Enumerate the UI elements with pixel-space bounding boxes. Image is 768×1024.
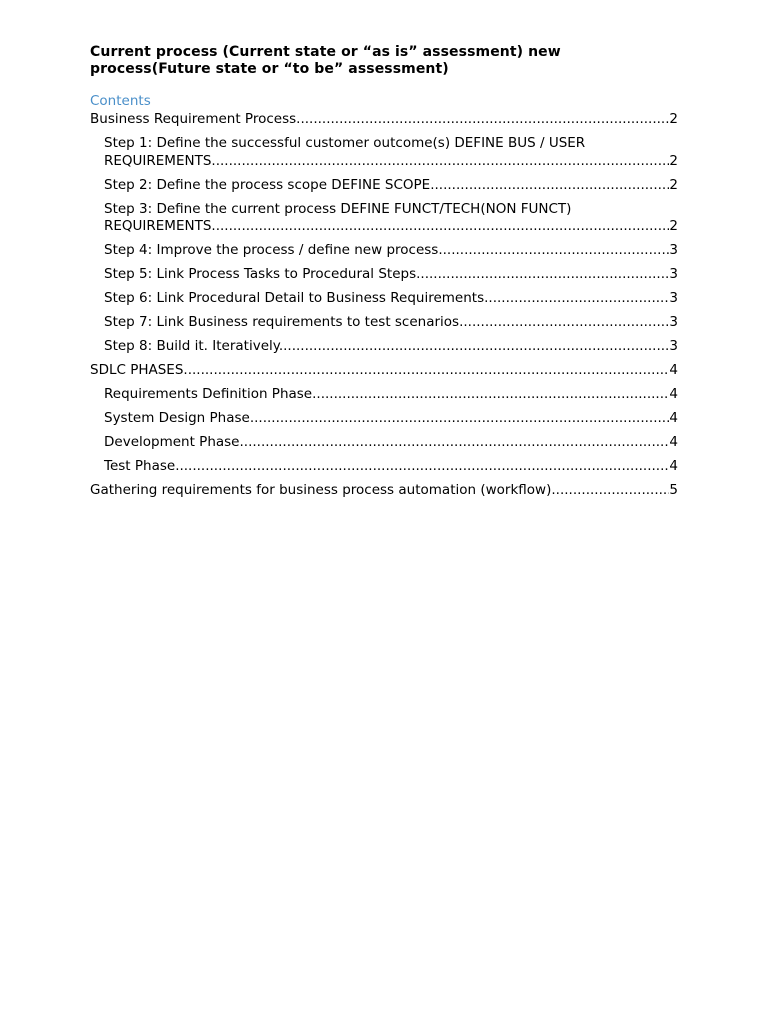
toc-dot-leader (183, 362, 669, 380)
toc-entry[interactable] (90, 111, 678, 129)
toc-page-number: 4 (669, 434, 678, 450)
toc-dot-leader (211, 153, 669, 171)
toc-page-number: 3 (669, 290, 678, 306)
document-title: Current process (Current state or “as is” assessment) new process(Future state or “to be” assessment) (90, 44, 561, 77)
toc-entry-line (104, 338, 678, 356)
toc-entry-text: Step 8: Build it. Iteratively. (104, 338, 284, 354)
toc-entry-line (104, 386, 678, 404)
toc-entry-text: Step 6: Link Procedural Detail to Business Requirements (104, 290, 485, 306)
toc-dot-leader (312, 386, 669, 404)
toc-page-number: 5 (669, 482, 678, 498)
toc-entry-line (104, 410, 678, 428)
toc-page-number: 4 (669, 458, 678, 474)
toc-entry-text: Development Phase (104, 434, 240, 450)
toc-entry[interactable] (90, 386, 678, 404)
toc-entry[interactable] (90, 290, 678, 308)
toc-page-number: 4 (669, 362, 678, 378)
toc-entry-text: Test Phase (104, 458, 176, 474)
toc-entry-text: System Design Phase (104, 410, 250, 426)
toc-entry[interactable] (90, 458, 678, 476)
toc-dot-leader (459, 314, 669, 332)
toc-page-number: 3 (669, 242, 678, 258)
toc-page-number: 3 (669, 314, 678, 330)
toc-dot-leader (484, 290, 669, 308)
toc-entry-text: REQUIREMENTS (104, 152, 212, 169)
toc-heading: Contents (90, 93, 151, 109)
toc-entry-line (90, 111, 678, 129)
toc-dot-leader (416, 266, 669, 284)
toc-page-number: 3 (669, 338, 678, 354)
toc-entry[interactable] (90, 434, 678, 452)
toc-entry-text: Step 5: Link Process Tasks to Procedural Steps (104, 266, 417, 282)
toc-entry-text: Step 2: Define the process scope DEFINE SCOPE (104, 176, 431, 193)
toc-entry-line (90, 362, 678, 380)
toc-entry[interactable] (90, 338, 678, 356)
toc-entry-line (104, 458, 678, 476)
toc-dot-leader (211, 218, 669, 236)
toc-entry-text: Requirements Definition Phase (104, 386, 313, 402)
toc-entry-line (90, 482, 678, 500)
toc-dot-leader (250, 410, 670, 428)
toc-dot-leader (283, 338, 669, 356)
toc-entry-text: Step 1: Define the successful customer outcome(s) DEFINE BUS / USER (104, 135, 586, 151)
toc-entry[interactable] (90, 177, 678, 195)
toc-entry[interactable] (90, 482, 678, 500)
toc-entry-text: SDLC PHASES (90, 362, 184, 378)
toc-page-number: 2 (669, 218, 678, 234)
toc-entry-text: REQUIREMENTS (104, 218, 212, 234)
toc-page-number: 3 (669, 266, 678, 282)
toc-page-number: 4 (669, 386, 678, 402)
document-page (90, 44, 678, 506)
table-of-contents (90, 111, 678, 500)
toc-dot-leader (239, 434, 669, 452)
toc-entry-text: Step 3: Define the current process DEFINE FUNCT/TECH(NON FUNCT) (104, 200, 572, 217)
toc-dot-leader (430, 177, 669, 195)
toc-entry-line (104, 153, 678, 171)
toc-entry-line (104, 314, 678, 332)
toc-dot-leader (551, 482, 669, 500)
toc-entry-text: Gathering requirements for business process automation (workflow) (90, 482, 552, 498)
toc-page-number: 2 (669, 176, 678, 193)
toc-entry[interactable] (90, 362, 678, 380)
toc-entry[interactable] (90, 201, 678, 236)
toc-entry-text: Step 7: Link Business requirements to test scenarios (104, 314, 460, 330)
toc-entry-text: Step 4: Improve the process / define new process (104, 242, 439, 258)
toc-page-number: 2 (669, 152, 678, 169)
toc-page-number: 4 (669, 410, 678, 426)
toc-entry[interactable] (90, 410, 678, 428)
toc-entry-line (104, 266, 678, 284)
toc-entry-line (104, 434, 678, 452)
toc-entry-text: Business Requirement Process (90, 111, 297, 127)
toc-entry[interactable] (90, 314, 678, 332)
toc-page-number: 2 (669, 111, 678, 127)
toc-entry[interactable] (90, 242, 678, 260)
toc-entry-line (104, 218, 678, 236)
toc-entry[interactable] (90, 135, 678, 170)
toc-dot-leader (175, 458, 669, 476)
toc-dot-leader (438, 242, 669, 260)
toc-entry-line (104, 177, 678, 195)
toc-entry[interactable] (90, 266, 678, 284)
toc-entry-line (104, 290, 678, 308)
toc-entry-line (104, 242, 678, 260)
toc-dot-leader (296, 111, 669, 129)
